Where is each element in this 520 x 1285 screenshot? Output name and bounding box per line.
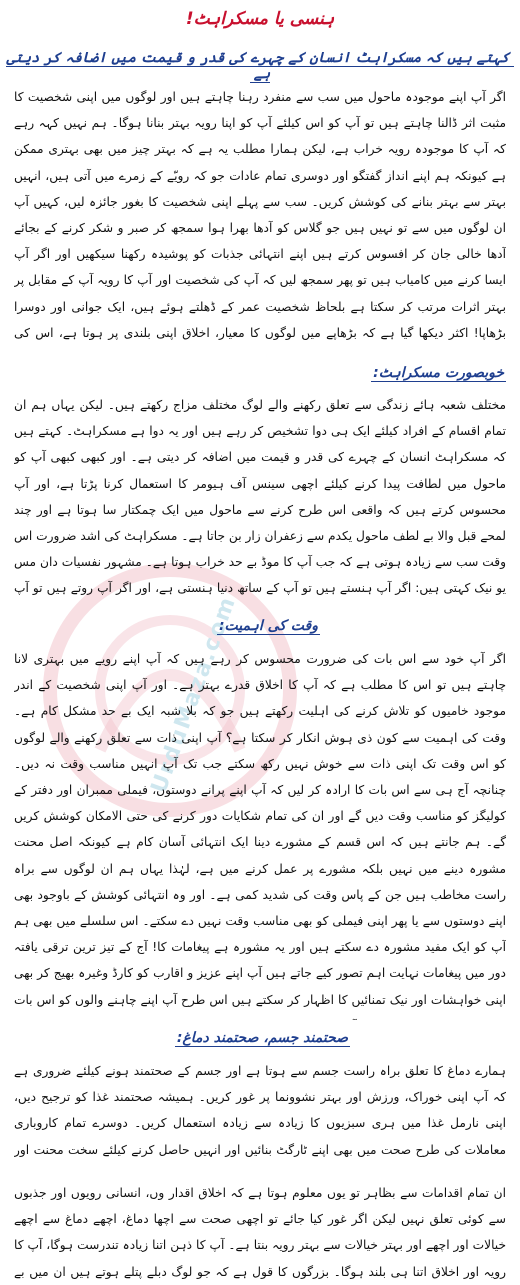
section-heading-beautiful-smile [326, 365, 506, 381]
intro-paragraph: اگر آپ اپنے موجودہ ماحول میں سب سے منفرد رہنا چاہتے ہیں اور لوگوں میں اپنی شخصیت کا مثبت اثر ڈالنا چاہتے ہیں تو آپ کو اس کیلئے آپ کو اپنا رویہ بہتر بنانا ہوگا۔ ہم نہیں کہہ رہے کہ آپ کا موجودہ رویہ خراب ہے، لیکن ہمارا مطلب یہ ہے کہ بہتر چیز میں بھی بہتری ممکن ہے کیونکہ ہم اپنے انداز گفتگو اور دوسری تمام عادات جو کہ رویّے کے زمرے میں آتی ہیں، انہیں بہتر سے بہتر بنانے کی کوشش کریں۔ سب سے پہلے اپنی شخصیت کا بغور جائزہ لیں، کہیں آپ ان لوگوں میں سے تو نہیں ہیں جو گلاس کو آدھا بھرا ہوا سمجھ کر صبر و شکر کرنے کے بجائے آدھا خالی جان کر افسوس کرتے ہیں اپنے انتہائی جذبات کو پوشیدہ رکھنا سیکھیں اور اگر آپ ایسا کرنے میں کامیاب ہیں تو پھر سمجھ لیں کہ آپ کی شخصیت اور آپ کا رویہ آپ کے مقابل پر بہتر اثرات مرتب کر سکتا ہے بلحاظ شخصیت عمر کے ڈھلتے ہوئے ہیں، ایک جوانی اور دوسرا بڑھاپا! اکثر دیکھا گیا ہے کہ بڑھاپے میں لوگوں کا معیار، اخلاق اپنی بلندی پر ہوتا ہے، اس کی [14, 90, 506, 340]
page-subtitle [0, 50, 520, 82]
watermark-text: UrduMaza.com [146, 592, 242, 797]
health-paragraph: ہمارے دماغ کا تعلق براہ راست جسم سے ہوتا ہے اور جسم کے صحتمند ہونے کیلئے ضروری ہے کہ آپ اپنی خوراک، ورزش اور بہتر نشوونما پر غور کریں۔ ہمیشہ صحتمند غذا کو ترجیح دیں، اپنی نارمل غذا میں ہری سبزیوں کا زیادہ سے زیادہ استعمال کریں۔ دوسرے تمام کاروباری معاملات کی طرح صحت میں بھی اپنے ٹارگٹ بنائیں اور انہیں حاصل کرنے کیلئے سخت محنت اور [14, 1064, 506, 1157]
smile-paragraph: مختلف شعبہ ہائے زندگی سے تعلق رکھنے والے لوگ مختلف مزاج رکھتے ہیں۔ لیکن یہاں ہم ان تمام اقسام کے افراد کیلئے ایک ہی دوا تشخیص کر رہے ہیں اور یہ دوا ہے مسکراہٹ۔ کہتے ہیں کہ مسکراہٹ انسان کے چہرے کی قدر و قیمت میں اضافہ کر دیتی ہے۔ اور کبھی کبھی آپ کو ماحول میں لطافت پیدا کرنے کیلئے اچھی سینس آف ہیومر کا استعمال کرنا پڑتا ہے، اور آپ محسوس کرتے ہیں کہ واقعی اس طرح کرنے سے ماحول میں ایک چمکتار سا ہوتا ہے اور چند لمحے قبل والا بے لطف ماحول یکدم سے زعفران زار بن جاتا ہے۔ مسکراہٹ کی اشد ضرورت اس وقت سب سے زیادہ ہوتی ہے کہ جب آپ کا موڈ بے حد خراب ہوتا ہے۔ مشہور نفسیات دان مس یو نیک کہتی ہیں: اگر آپ ہنستے ہیں تو آپ کے ساتھ دنیا ہنستی ہے، اور اگر آپ روتے ہیں تو آپ [14, 398, 506, 596]
section-heading-text: صحتمند جسم، صحتمند دماغ: [176, 1030, 348, 1046]
page-title: ہنسی یا مسکراہٹ! [185, 9, 335, 29]
time-paragraph: اگر آپ خود سے اس بات کی ضرورت محسوس کر رہے ہیں کہ آپ اپنے رویے میں بہتری لانا چاہتے ہیں تو اس کا مطلب ہے کہ آپ کا اخلاق قدرے بہتر ہے۔ اور آپ اپنی شخصیت کے اندر موجود خامیوں کو تلاش کرنے کی اہلیت رکھتے ہیں جو کہ بلا شبہ ایک بے حد مشکل کام ہے۔ وقت کی اہمیت سے کون ذی ہوش انکار کر سکتا ہے؟ آپ اپنی ذات سے تعلق رکھنے والے لوگوں کو اس وقت تک اپنی ذات سے خوش نہیں رکھ سکتے جب تک آپ انہیں مناسب وقت نہ دیں۔ چنانچہ آج ہی سے اس بات کا ارادہ کر لیں کہ آپ اپنے پرانے دوستوں، فیملی ممبران اور دفتر کے کولیگز کو مناسب وقت دیں گے اور ان کی تمام شکایات دور کرنے کی حتی الامکان کوشش کریں گے۔ ہم جانتے ہیں کہ اس قسم کے مشورے دینا ایک انتہائی آسان کام ہے کیونکہ اصل محنت مشورہ دینے میں نہیں بلکہ مشورے پر عمل کرنے میں ہے، لہٰذا یہاں ہم ان لوگوں سے براہ راست مخاطب ہیں جن کے پاس وقت کی شدید کمی ہے۔ اور وہ انتہائی کوشش کے باوجود بھی اپنے دوستوں سے یا پھر اپنی فیملی کو بھی مناسب وقت نہیں دے سکتے۔ اس سلسلے میں بھی ہم آپ کو ایک مفید مشورہ دے سکتے ہیں اور یہ مشورہ ہے پیغامات کا! آج کے تیز ترین ترقی یافتہ دور میں پیغامات نہایت اہم تصور کیے جاتے ہیں آپ اپنے عزیز و اقارب کو کارڈ وغیرہ بھیج کر بھی اپنی خواہشات اور نیک تمنائیں کا اظہار کر سکتے ہیں اس طرح آپ اپنے چاہنے والوں کو اس بات [14, 652, 506, 1007]
closing-paragraph: ان تمام اقدامات سے بظاہر تو یوں معلوم ہوتا ہے کہ اخلاق اقدار وں، انسانی رویوں اور جذبوں سے کوئی تعلق نہیں لیکن اگر غور کیا جائے تو اچھی صحت سے اچھا دماغ، اچھے دماغ سے اچھے خیالات اور اچھے اور بہتر خیالات سے بہتر رویہ بنتا ہے۔ آپ کا ذہن اتنا زیادہ تندرست ہوگا، آپ کا رویہ اور اخلاق اتنا ہی بلند ہوگا۔ بزرگوں کا قول ہے کہ جو لوگ دبلے پتلے ہوتے ہیں ان میں بے [14, 1186, 506, 1279]
subtitle-text: کہتے ہیں کہ مسکراہٹ انسان کے چہرے کی قدر و قیمت میں اضافہ کر دیتی ہے [6, 50, 513, 83]
section-heading-healthy-body [170, 1030, 350, 1046]
section-heading-text: وقت کی اہمیت: [218, 618, 318, 634]
section-heading-text: خوبصورت مسکراہٹ: [373, 365, 504, 381]
section-heading-time-importance [140, 618, 320, 634]
